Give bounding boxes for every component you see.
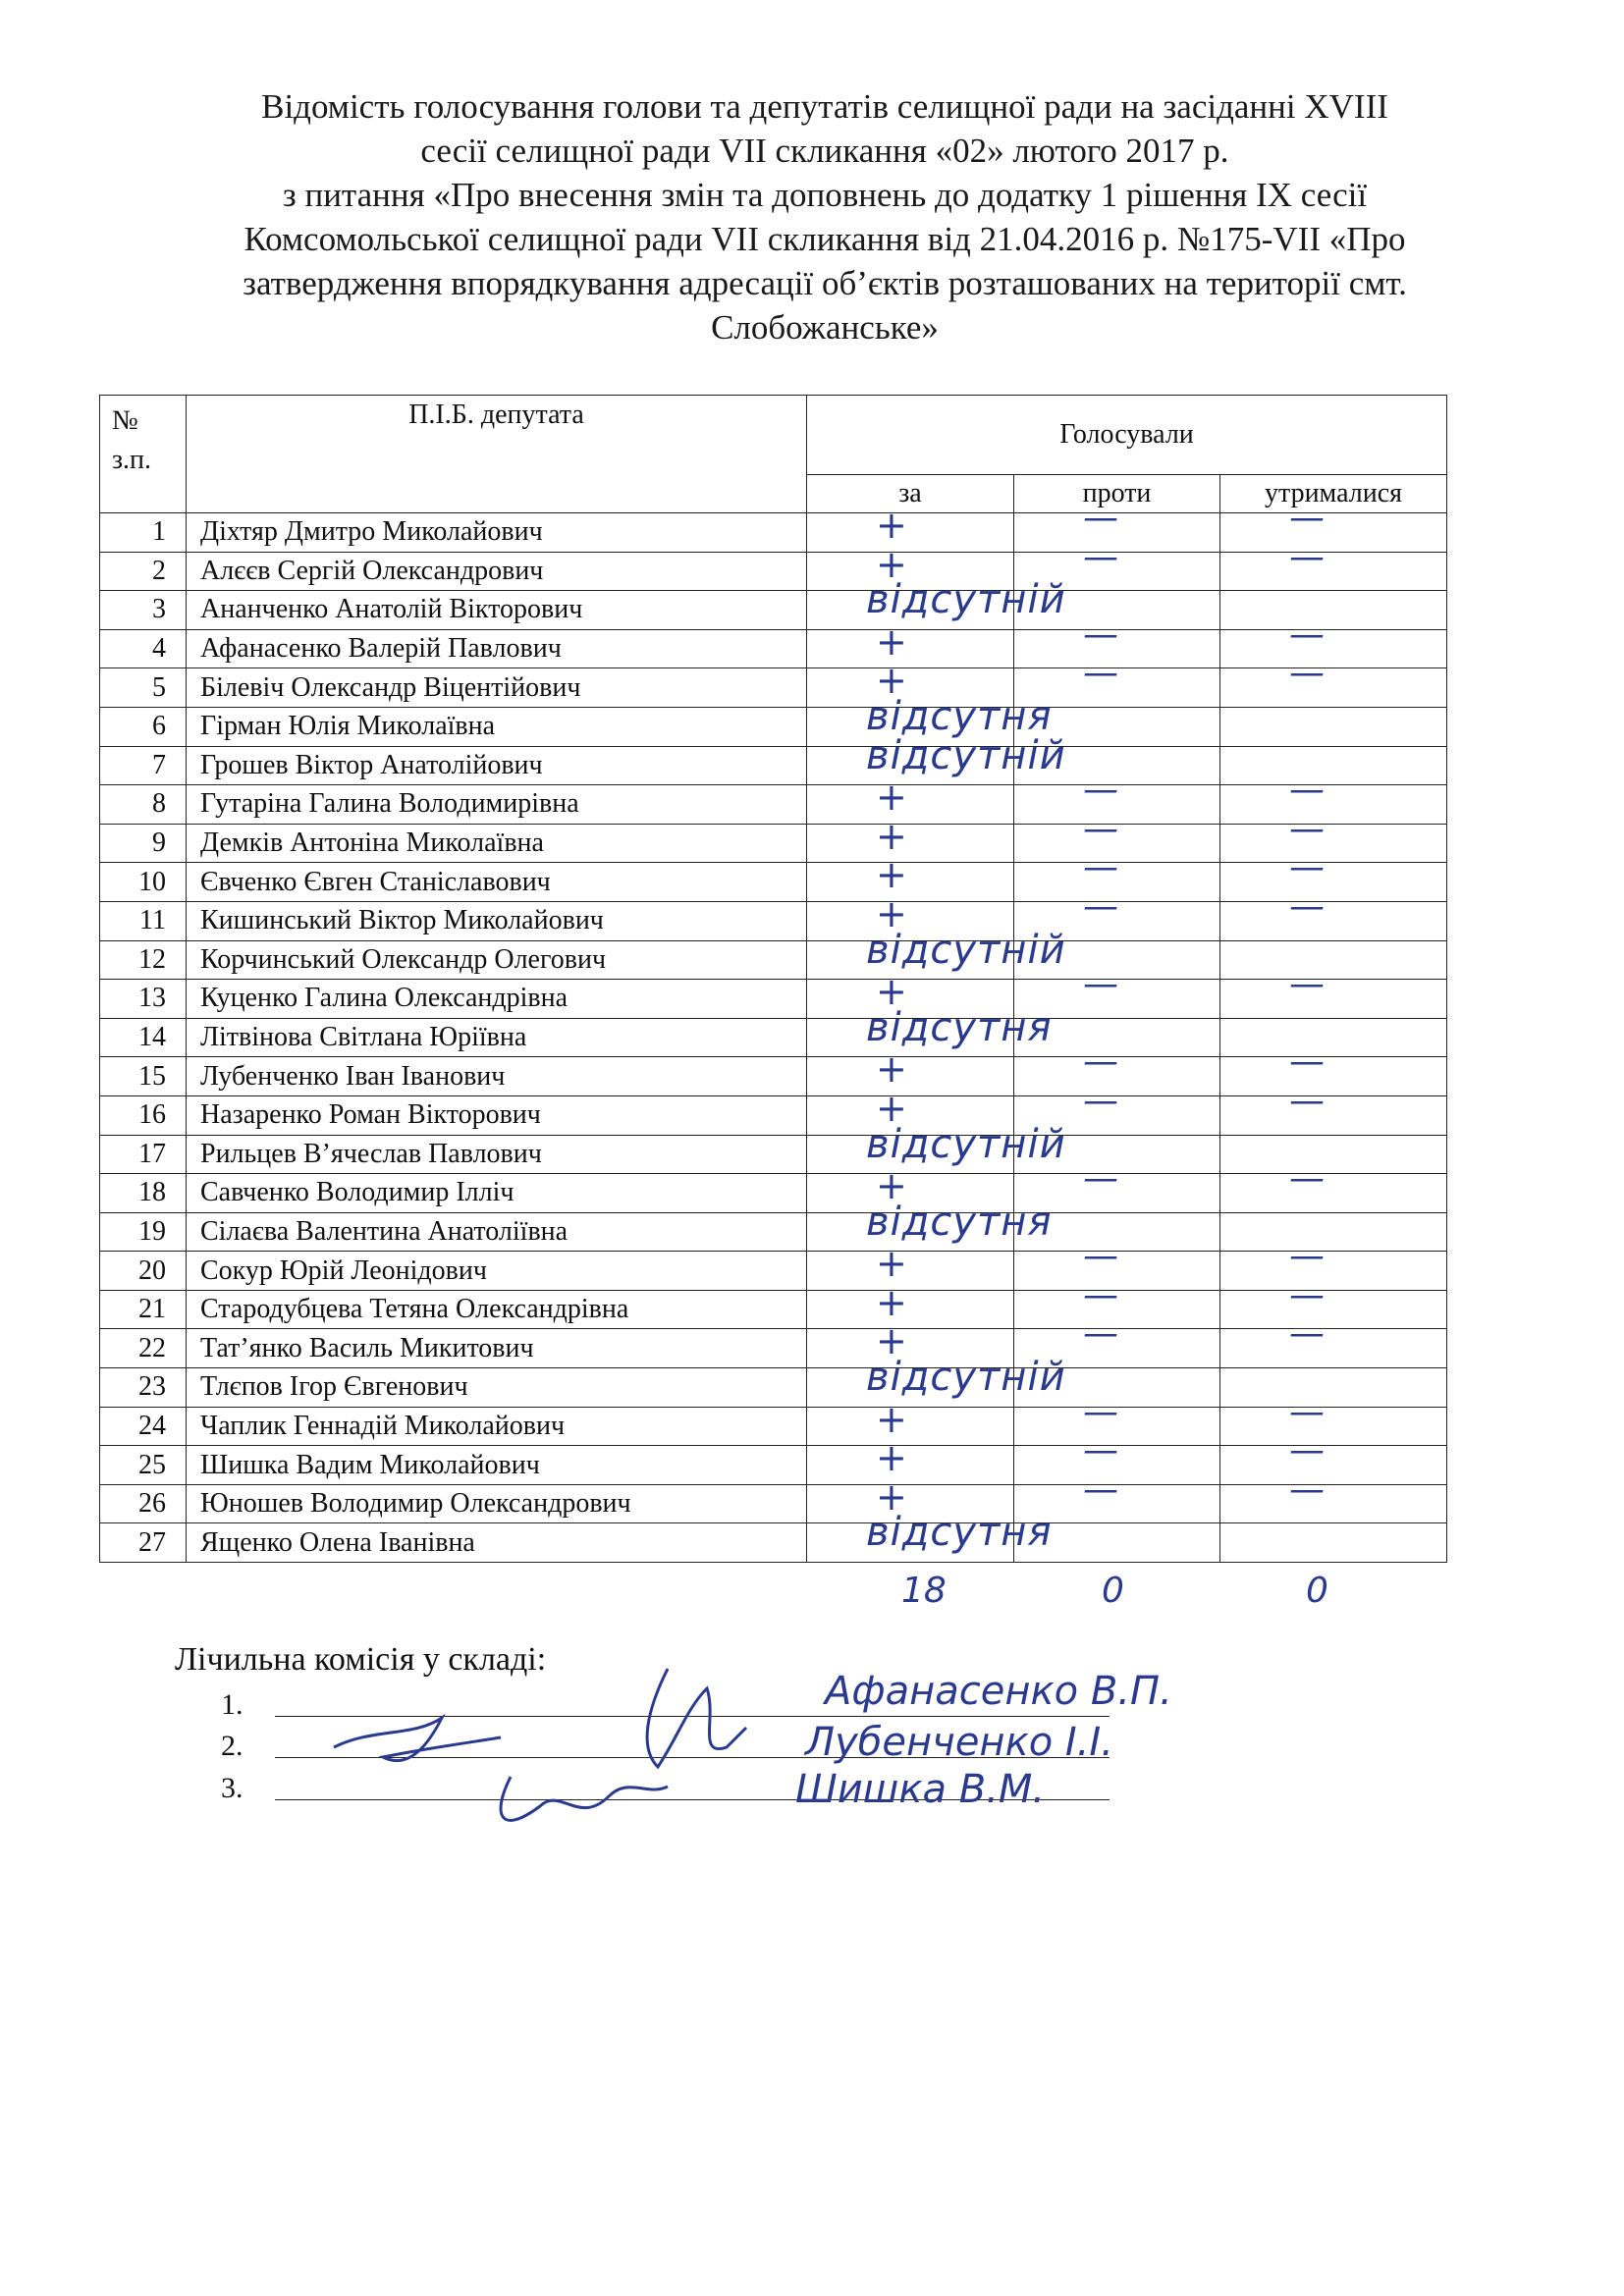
row-number: 8 [100,785,187,825]
dash-mark: — [1083,1468,1118,1510]
table-row [100,552,1447,591]
deputy-name: Грошев Віктор Анатолійович [187,746,807,785]
commission-line-2 [221,1730,244,1763]
table-row [100,746,1447,785]
row-number: 11 [100,901,187,940]
title-line: Комсомольської селищної ради VII скликання від 21.04.2016 р. №175-VII «Про [244,220,1406,258]
header-name: П.І.Б. депутата [187,396,807,513]
vote-abstained-cell [1220,1391,1447,1446]
dash-mark: — [1083,1430,1118,1471]
header-number-symbol: № [112,405,138,436]
dash-mark: — [1289,1041,1325,1083]
table-row [100,1407,1447,1446]
deputy-name: Юношев Володимир Олександрович [187,1484,807,1523]
commission-label: Лічильна комісія у складі: [175,1641,547,1678]
deputy-name: Афанасенко Валерій Павлович [187,629,807,668]
absent-mark: відсутній [866,1121,1066,1167]
dash-mark: — [1083,847,1118,888]
table-row [100,901,1447,940]
voting-table [99,395,1447,1563]
vote-for-mark: + [876,970,907,1014]
vote-against-cell [1014,1523,1220,1563]
vote-for-cell [807,619,1014,668]
row-number: 13 [100,980,187,1019]
vote-for-mark: + [876,1474,907,1519]
vote-for-mark: + [876,1242,907,1286]
vote-for-cell [807,504,1014,553]
row-number: 5 [100,668,187,708]
table-row [100,1095,1447,1135]
dash-mark: — [1289,653,1325,694]
table-body [100,498,1447,1563]
dash-mark: — [1289,536,1325,577]
dash-mark: — [1289,614,1325,655]
dash-mark: — [1083,885,1118,927]
table-row [100,1329,1447,1368]
vote-for-mark: + [876,504,907,547]
commission-member-name: Афанасенко В.П. [825,1669,1172,1714]
vote-abstained-cell [1220,964,1447,1019]
vote-abstained-cell [1220,1158,1447,1213]
deputy-name: Шишка Вадим Миколайович [187,1446,807,1485]
vote-for-cell [807,577,1066,630]
commission-num: 2. [221,1730,244,1762]
row-number: 19 [100,1212,187,1252]
vote-for-mark: + [876,1280,907,1324]
dash-mark: — [1289,498,1325,538]
header-for: за [807,475,1014,513]
vote-for-cell [807,1199,1053,1252]
vote-abstained-cell [1220,940,1447,980]
table-row [100,1135,1447,1174]
vote-for-mark: + [876,619,907,664]
vote-abstained-cell [1220,614,1447,668]
deputy-name: Рильцев В’ячеслав Павлович [187,1135,807,1174]
dash-mark: — [1289,1080,1325,1121]
table-row [100,1252,1447,1291]
vote-for-mark: + [876,1397,907,1441]
absent-mark: відсутня [866,1199,1053,1245]
deputy-name: Тат’янко Василь Микитович [187,1329,807,1368]
deputy-name: Сілаєва Валентина Анатоліївна [187,1212,807,1252]
vote-for-mark: + [876,814,907,858]
commission-num: 1. [221,1688,244,1721]
row-number: 23 [100,1368,187,1408]
dash-mark: — [1083,536,1118,577]
dash-mark: — [1083,1236,1118,1277]
table-row [100,591,1447,630]
vote-abstained-cell [1220,591,1447,630]
dash-mark: — [1083,1313,1118,1355]
total-against: 0 [1102,1571,1124,1611]
row-number: 9 [100,824,187,863]
vote-for-mark: + [876,891,907,935]
dash-mark: — [1289,1313,1325,1355]
absent-mark: відсутній [866,1355,1066,1401]
deputy-name: Алєєв Сергій Олександрович [187,552,807,591]
vote-for-cell [807,1047,1014,1096]
vote-abstained-cell [1220,1212,1447,1252]
dash-mark: — [1289,1274,1325,1315]
table-row [100,707,1447,746]
vote-for-mark: + [876,1086,907,1130]
commission-line-1 [221,1688,244,1722]
vote-for-cell [807,775,1014,825]
deputy-name: Корчинський Олександр Олегович [187,940,807,980]
vote-abstained-cell [1220,1368,1447,1408]
deputy-name: Гутаріна Галина Володимирівна [187,785,807,825]
vote-for-mark: + [876,659,907,703]
dash-mark: — [1289,808,1325,849]
dash-mark: — [1083,964,1118,1005]
row-number: 14 [100,1018,187,1057]
dash-mark: — [1289,1430,1325,1471]
absent-mark: відсутня [866,1004,1053,1050]
vote-for-cell [807,1436,1014,1485]
deputy-name: Діхтяр Дмитро Миколайович [187,513,807,553]
deputy-name: Ананченко Анатолій Вікторович [187,591,807,630]
table-row [100,824,1447,863]
vote-abstained-cell [1220,847,1447,902]
commission-member-name: Лубенченко І.І. [805,1720,1113,1765]
table-row [100,980,1447,1019]
vote-for-cell [807,732,1066,785]
deputy-name: Сокур Юрій Леонідович [187,1252,807,1291]
row-number: 25 [100,1446,187,1485]
vote-for-cell [807,853,1014,902]
signatures-scribble [314,1649,785,1845]
header-abstained: утрималися [1220,475,1447,513]
vote-for-mark: + [876,1164,907,1208]
table-row [100,1212,1447,1252]
vote-for-cell [807,1397,1014,1446]
title-line: затвердження впорядкування адресації об’єктів розташованих на території смт. [243,264,1407,302]
vote-for-mark: + [876,1319,907,1363]
row-number: 2 [100,552,187,591]
row-number: 24 [100,1407,187,1446]
absent-mark: відсутній [866,732,1066,778]
vote-abstained-cell [1220,1468,1447,1523]
table-row [100,1368,1447,1408]
table-row [100,863,1447,902]
table-row [100,513,1447,553]
vote-abstained-cell [1220,1236,1447,1291]
dash-mark: — [1289,1468,1325,1510]
row-number: 21 [100,1290,187,1329]
title-line: з питання «Про внесення змін та доповнень до додатку 1 рішення ІХ сесії [282,176,1368,214]
table-row [100,1446,1447,1485]
row-number: 18 [100,1174,187,1213]
vote-for-cell [807,1510,1053,1563]
dash-mark: — [1289,1236,1325,1277]
vote-abstained-cell [1220,536,1447,591]
vote-for-cell [807,1004,1053,1057]
dash-mark: — [1289,1158,1325,1200]
vote-for-cell [807,1121,1066,1174]
row-number: 15 [100,1057,187,1096]
table-row [100,668,1447,708]
vote-abstained-cell [1220,808,1447,863]
header-number [100,396,187,513]
dash-mark: — [1083,770,1118,811]
commission-line-3 [221,1772,244,1805]
table-row [100,1057,1447,1096]
row-number: 22 [100,1329,187,1368]
total-for: 18 [901,1571,947,1611]
vote-for-cell [807,1242,1014,1291]
absent-mark: відсутня [866,693,1053,739]
deputy-name: Літвінова Світлана Юріївна [187,1018,807,1057]
deputy-name: Лубенченко Іван Іванович [187,1057,807,1096]
table-row [100,1290,1447,1329]
vote-abstained-cell [1220,1080,1447,1135]
table-row [100,1523,1447,1563]
dash-mark: — [1289,1391,1325,1432]
row-number: 7 [100,746,187,785]
row-number: 12 [100,940,187,980]
vote-for-mark: + [876,853,907,897]
header-number-abbr: з.п. [112,445,152,475]
table-row [100,629,1447,668]
row-number: 16 [100,1095,187,1135]
table-row [100,940,1447,980]
vote-abstained-cell [1220,770,1447,825]
dash-mark: — [1289,770,1325,811]
deputy-name: Назаренко Роман Вікторович [187,1095,807,1135]
row-number: 3 [100,591,187,630]
dash-mark: — [1083,614,1118,655]
vote-abstained-cell [1220,885,1447,940]
dash-mark: — [1083,498,1118,538]
dash-mark: — [1083,808,1118,849]
vote-for-mark: + [876,1047,907,1092]
vote-abstained-cell [1220,707,1447,746]
vote-abstained-cell [1220,498,1447,553]
commission-num: 3. [221,1772,244,1804]
header-voted: Голосували [807,396,1447,475]
row-number: 20 [100,1252,187,1291]
vote-abstained-cell [1220,1523,1447,1563]
absent-mark: відсутня [866,1510,1053,1556]
vote-for-mark: + [876,1436,907,1480]
row-number: 10 [100,863,187,902]
title-line: Слобожанське» [711,308,939,347]
vote-abstained-cell [1220,1313,1447,1368]
vote-abstained-cell [1220,746,1447,785]
deputy-name: Ященко Олена Іванівна [187,1523,807,1563]
dash-mark: — [1083,1274,1118,1315]
dash-mark: — [1083,1158,1118,1200]
row-number: 27 [100,1523,187,1563]
document-title [147,84,1502,349]
deputy-name: Білевіч Олександр Віцентійович [187,668,807,708]
vote-abstained-cell [1220,1430,1447,1485]
row-number: 6 [100,707,187,746]
deputy-name: Тлєпов Ігор Євгенович [187,1368,807,1408]
vote-for-mark: + [876,542,907,586]
dash-mark: — [1083,1041,1118,1083]
title-line: сесії селищної ради VII скликання «02» лютого 2017 р. [420,132,1229,170]
title-line: Відомість голосування голови та депутатів селищної ради на засіданні XVIII [261,87,1388,126]
vote-for-cell [807,1355,1066,1408]
deputy-name: Чаплик Геннадій Миколайович [187,1407,807,1446]
dash-mark: — [1289,847,1325,888]
vote-abstained-cell [1220,1041,1447,1096]
vote-abstained-cell [1220,1018,1447,1057]
table-row [100,785,1447,825]
vote-for-cell [807,1280,1014,1329]
vote-for-cell [807,927,1066,980]
deputy-name: Демків Антоніна Миколаївна [187,824,807,863]
vote-abstained-cell [1220,1135,1447,1174]
deputy-name: Гірман Юлія Миколаївна [187,707,807,746]
table-row [100,1018,1447,1057]
dash-mark: — [1289,885,1325,927]
dash-mark: — [1083,653,1118,694]
table-row [100,1484,1447,1523]
deputy-name: Куценко Галина Олександрівна [187,980,807,1019]
row-number: 4 [100,629,187,668]
deputy-name: Євченко Євген Станіславович [187,863,807,902]
dash-mark: — [1083,1080,1118,1121]
vote-abstained-cell [1220,653,1447,708]
absent-mark: відсутній [866,927,1066,973]
row-number: 1 [100,513,187,553]
row-number: 17 [100,1135,187,1174]
table-row [100,1174,1447,1213]
vote-abstained-cell [1220,1274,1447,1329]
vote-for-mark: + [876,775,907,820]
row-number: 26 [100,1484,187,1523]
deputy-name: Кишинський Віктор Миколайович [187,901,807,940]
commission-member-name: Шишка В.М. [795,1767,1046,1812]
absent-mark: відсутній [866,577,1066,623]
vote-for-cell [807,814,1014,863]
deputy-name: Савченко Володимир Ілліч [187,1174,807,1213]
deputy-name: Стародубцева Тетяна Олександрівна [187,1290,807,1329]
header-against: проти [1014,475,1220,513]
total-abstained: 0 [1306,1571,1328,1611]
dash-mark: — [1289,964,1325,1005]
dash-mark: — [1083,1391,1118,1432]
